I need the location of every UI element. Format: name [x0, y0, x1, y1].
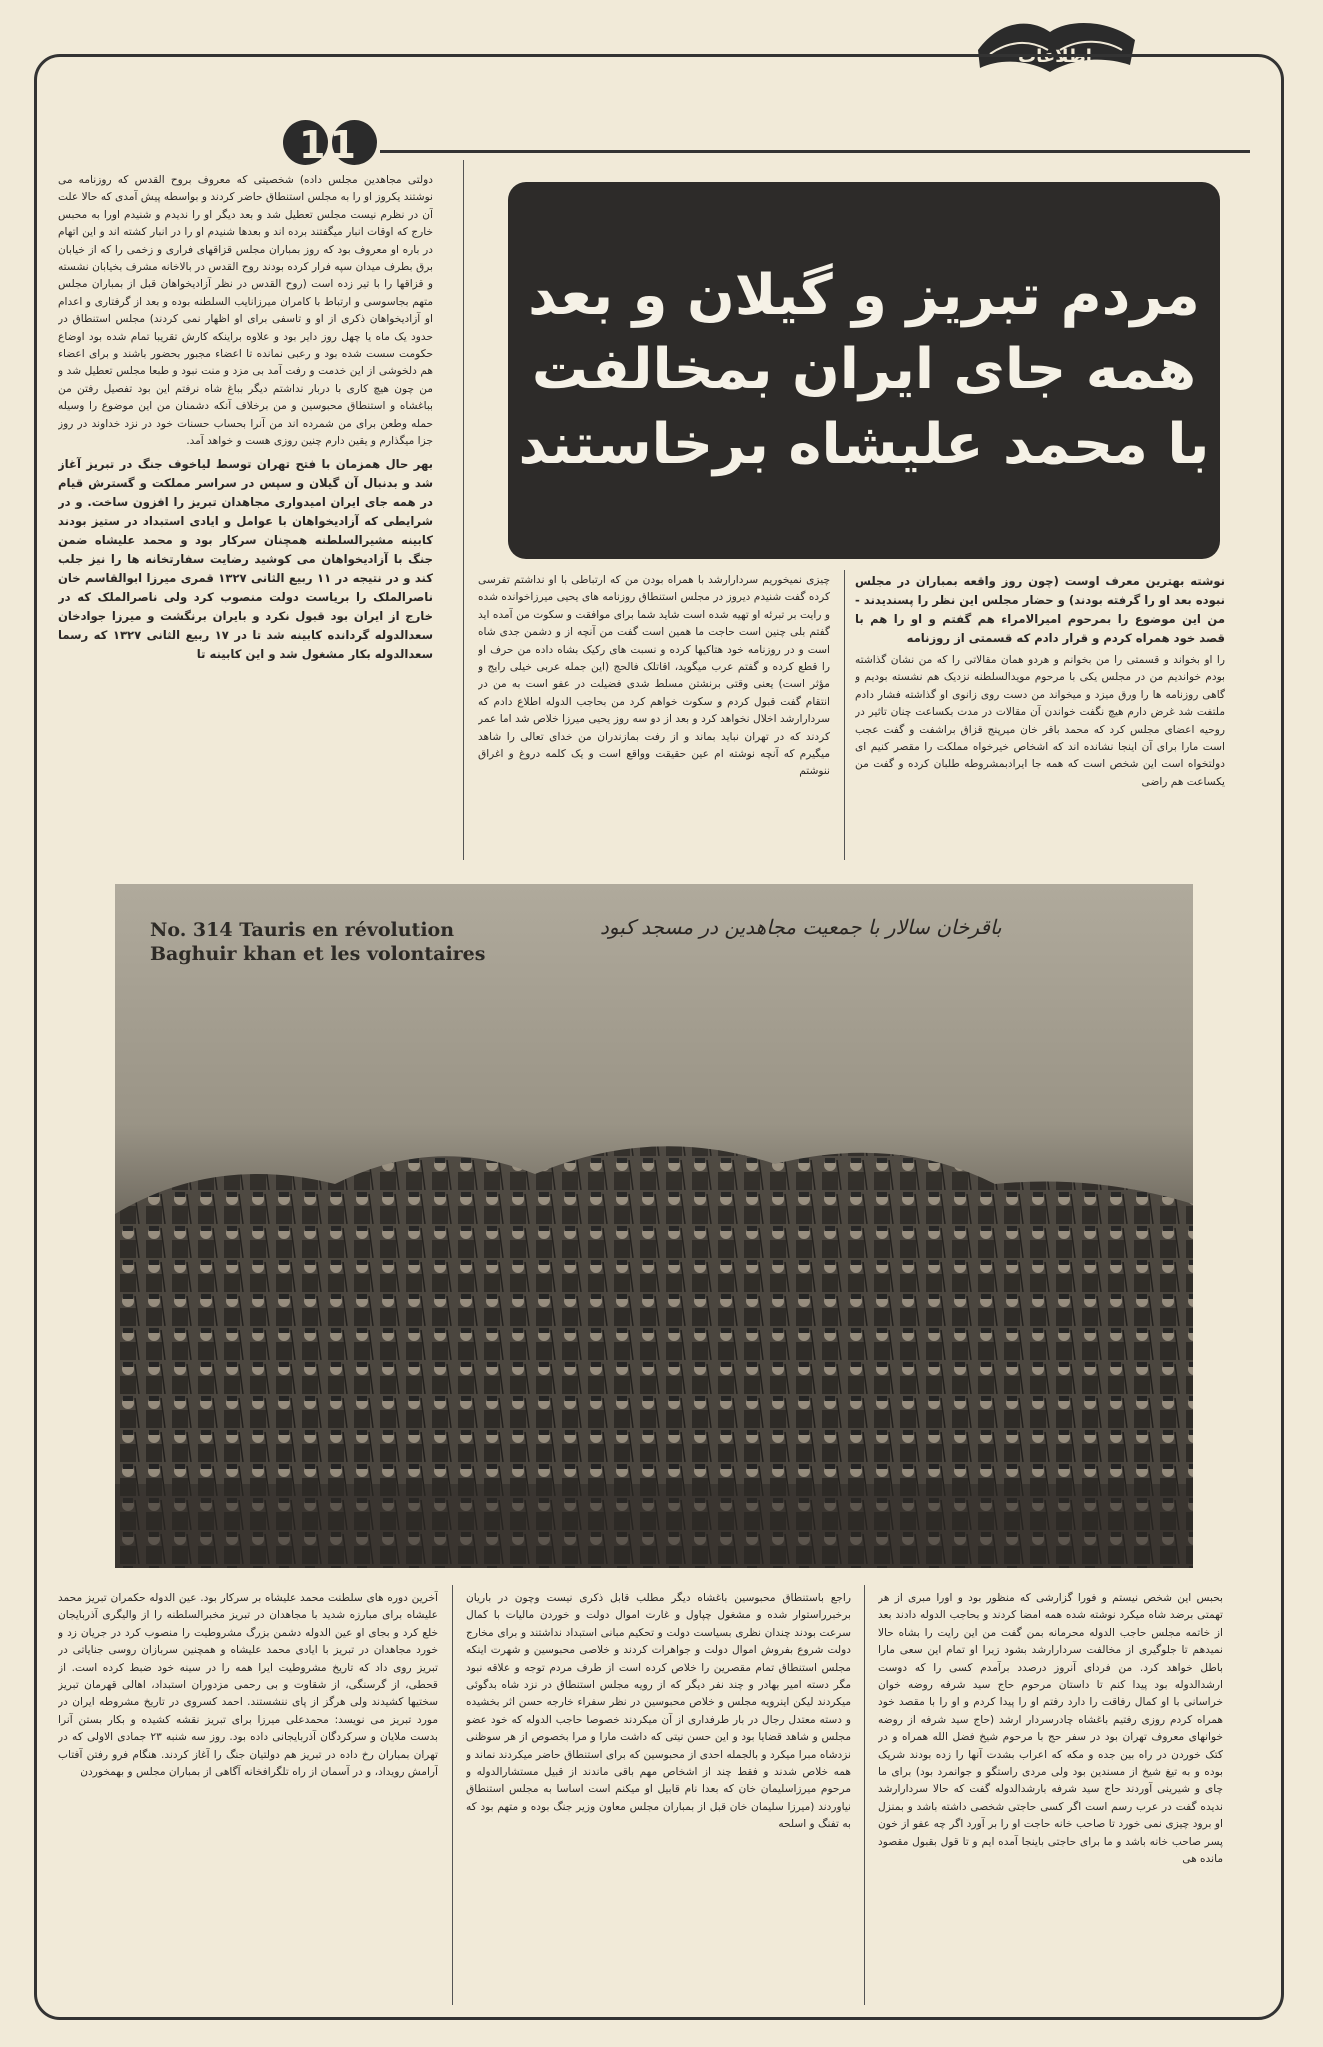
- headline-box: [508, 182, 1220, 559]
- page-number: [282, 120, 377, 170]
- column-divider: [463, 160, 464, 860]
- photo-caption: [150, 918, 485, 966]
- headline-line-3: با محمد علیشاه برخاستند: [518, 411, 1210, 477]
- column-divider: [844, 570, 845, 860]
- column-bottom-left-paragraph: آخرین دوره های سلطنت محمد علیشاه بر سرکار بود. عین الدوله حکمران تبریز محمد علیشاه برای مبارزه شدید با مجاهدان در تبریز مخبرالسلطنه را از والیگری آذربایجان خلع کرد و بجای او عین الدوله دشمن بزرگ مشروطیت را منصوب کرد در جریان زد و خورد مجاهدان در تبریز با ایادی محمد علیشاه و همچنین سربازان روسی جنایاتی در تبریز روی داد که تاریخ مشروطیت ایرا همه را در سینه خود ضبط کرده است. از قحطی، از گرسنگی، از شقاوت و بی رحمی مزدوران استبداد، اهالی قهرمان تبریز سختیها کشیدند ولی هرگز از پای ننشستند. احمد کسروی در تاریخ مشروطه ایران در مورد تبریز می نویسد: محمدعلی میرزا برای تبریز نقشه کشیده و بکار بستن آنرا بدست ملایان و سرکردگان آذربایجانی داده بود. روز سه شنبه ۲۳ جمادی الاولی که در تهران بمباران رخ داده در تبریز هم دولتیان جنگ را آغاز کردند. هنگام فرو رفتن آفتاب آرامش رویداد، و در آسمان از راه تلگرافخانه آگاهی از بمباران مجلس و بهمخوردن: [58, 1592, 438, 1779]
- column-bottom-middle: [466, 1590, 851, 2010]
- column-bottom-right-paragraph: بحبس این شخص نیستم و فورا گزارشی که منظور بود و اورا مبری از هر تهمتی برضد شاه میکرد نوشته شده همه امضا کردند و بحاجب الدوله دادند بعد از خاتمه مجلس حاجب الدوله محرمانه بمن گفت من این رایت را بشاه حالا نمیدهم تا جلوگیری از مخالفت سردارارشد بشود زیرا او تمام این سعی مارا باطل خواهد کرد. من فردای آنروز درصدد برآمدم کسی را که دوست ارشدالدوله بود پیدا کنم تا داستان مرحوم حاج سید شرفه روضه خوان خراسانی با او کمال رفاقت را دارد رفتم او را پیدا کردم و او را با مقصد خود همراه کردم روزی رفتیم باغشاه چادرسردار ارشد (حاج سید شرفه از روضه خوانهای معروف تهران بود در سفر حج با مرحوم شیخ فضل الله همراه و در کتک خوردن در راه بین جده و مکه که اعراب بشدت آنها را زده بودند شریک بوده و به تیغ شیخ از مسندین بود ولی مردی راستگو و جوانمرد بود) برای ما چای و شیرینی آوردند حاج سید شرفه بارشدالدوله گفت که حالا سردارارشد ندیده گفت در عرب رسم است اگر کسی حاجتی شخصی داشته باشد و بمنزل او برود چیزی نمی خورد تا صاحب خانه حاجت او را بر آورد اگر چه عفو از خون پسر صاحب خانه باشد و ما برای حاجتی باینجا آمده ایم و تا قول بقبول مقصود مانده هی: [878, 1592, 1223, 1866]
- column-middle-top: [478, 572, 830, 862]
- historical-photo: [115, 884, 1193, 1568]
- column-right-bold-paragraph: نوشته بهترین معرف اوست (چون روز واقعه بمباران در مجلس نبوده بعد او را گرفته بودند) و حضار مجلس این نظر را پسندیدند - من این موضوع را بمرحوم امیرالامراء هم گفتم و او را هم با قصد خود همراه کردم و قرار دادم که قسمتی از روزنامه: [855, 574, 1225, 645]
- headline-line-1: مردم تبریز و گیلان و بعد: [528, 262, 1200, 328]
- top-rule: [380, 150, 1250, 153]
- headline-line-2: همه جای ایران بمخالفت: [531, 337, 1197, 403]
- photo-caption-line-1: No. 314 Tauris en révolution: [150, 919, 455, 941]
- column-middle-paragraph: چیزی نمیخوریم سردارارشد با همراه بودن من که ارتباطی با او نداشتم تفرسی کرده گفت شنیدم دیروز در مجلس استنطاق روزنامه های یحیی میرزاخوانده شده و رایت بر تبرئه او تهیه شده است شاید شما برای موافقت و سکوت من آمده اید گفتم بلی چنین است حاجت ما همین است گفت من آنچه از و دشمن جدی شاه است و در روزنامه خود هتاکیها کرده و نسبت های رکیک بشاه داده من حرف او را قطع کرده و گفتم عرب میگوید، اقاتلک فالحج (این جمله عربی خیلی رایج و مؤثر است) یعنی وقتی برنشتن مسلط شدی فضیلت در عفو است به من در انتقام گفت قبول کردم و سکوت خواهم کرد من بحاجب الدوله اطلاع دادم که سردارارشد اخلال نخواهد کرد و بعد از دو سه روز یحیی میرزا خلاص شد اما عمر کردند که در تهران نباید بماند و از رفت بمازندران من خدای تعالی را شاهد میگیرم که آنچه نوشته ام عین حقیقت وواقع است و یک کلمه دروغ و اغراق ننوشتم: [478, 574, 830, 778]
- column-left-top: [58, 172, 433, 862]
- masthead-text: اطلاعات: [1018, 46, 1092, 67]
- column-left-bold-paragraph: بهر حال همزمان با فتح تهران توسط لیاخوف جنگ در تبریز آغاز شد و بدنبال آن گیلان و سپس در سراسر مملکت و گسترش قیام در همه جای ایران امیدواری مجاهدان تبریز را افزون ساخت. و در شرایطی که آزادیخواهان با عوامل و ایادی استبداد در ستیز بودند کابینه مشیرالسلطنه همچنان سرکار بود و محمد علیشاه ضمن جنگ با آزادیخواهان می کوشید رضایت سفارتخانه ها را نیز جلب کند و در نتیجه در ۱۱ ربیع الثانی ۱۳۲۷ قمری میرزا ابوالقاسم خان ناصرالملک را بریاست دولت منصوب کرد ولی ناصرالملک که در خارج از ایران بود قبول نکرد و بایران برنگشت و میرزا جوادخان سعدالدوله گردانده کابینه شد تا در ۱۷ ربیع الثانی ۱۳۲۷ که رسما سعدالدوله بکار مشغول شد و این کابینه تا: [58, 456, 433, 661]
- column-left-paragraph: دولتی مجاهدین مجلس داده) شخصیتی که معروف بروح القدس که روزنامه می نوشتند یکروز او را به مجلس استنطاق حاضر کردند و بواسطه پیش آمدی که حالا علت آن در نظرم نیست مجلس تعطیل شد و بعد دیگر او را ندیدم و شنیدم اورا به محبس خارج که اوقات انبار میگفتند برده اند و بعدها شنیدم او را در انبار کشته اند و این اتهام در باره او معروف بود که روز بمباران مجلس قزاقهای فراری و زخمی را که از خیابان برق بطرف میدان سپه فرار کرده بودند روح القدس در بالاخانه مشرف بخیابان نشسته و قزاقها را با تیر زده است (روح القدس در نظر آزادیخواهان قبل از بمباران مجلس متهم بجاسوسی و ارتباط با کامران میرزانایب السلطنه بوده و بعد از گرفتاری و اعدام او آزادیخواهان ذکری از او و تاسفی برای او اظهار نمی کردند) مجلس استنطاق در حدود یک ماه یا چهل روز دایر بود و علاوه براینکه کارش تقریبا تمام شده بود اوضاع حکومت سست شده بود و رعبی نمانده تا اعضاء مجبور بحضور باشند و برای اعضاء هم دلخوشی از این خدمت و رفت آمد بی مزد و منت نبود و طبعا مجلس تعطیل شد و من چون هیچ کاری با دربار نداشتم دیگر بباغ شاه نرفتم این بود تفصیل رفتن من بباغشاه و استنطاق محبوسین و من برخلاف آنکه دشمنان من این موضوع را وسیله حمله وطعن برای من شمرده اند من آنرا بحساب حسنات خود در نزد خداوند در روز جزا میگذارم و یقین دارم چنین روزی هست و خواهد آمد.: [58, 174, 433, 448]
- column-right-paragraph: را او بخواند و قسمتی را من بخوانم و هردو همان مقالاتی را که من نشان گذاشته بودم خواندیم من در مجلس یکی با مرحوم مویدالسلطنه نزدیک هم نشسته بودیم و گاهی روزنامه ها را ورق میزد و میخواند من دست روی زانوی او گذاشته فشار دادم ملتفت شد غرض دارم هیچ نگفت خواندن آن مقالات در مدت بکساعت چنان تاثیر در روحیه اعضای مجلس کرد که محمد باقر خان میرپنج قزاق براشفت و گفت عجب است مارا برای آن اینجا نشانده اند که اشخاص خیرخواه مملکت را مقصر کنیم ای دولتخواه است این شخص است که همه جا ایرادبمشروطه طلبان کرده و گفت من یکساعت هم راضی: [855, 654, 1225, 788]
- column-right-top: [855, 572, 1225, 862]
- column-divider: [864, 1585, 865, 2005]
- column-bottom-middle-paragraph: راجع باستنطاق محبوسین باغشاه دیگر مطلب قابل ذکری نیست وچون در باریان برخبرراستوار شده و مشغول چپاول و غارت اموال دولت و خوردن مالیات با کمال سرعت بودند چندان نظری بسیاست دولت و تحکیم مبانی استبداد نداشتند و برای مخارج دولت شروع بفروش اموال دولت و جواهرات کردند و خلاصی محبوسین و شهرت اینکه مجلس استنطاق تمام مقصرین را خلاص کرده است از طرف مردم توجه و علاقه نبود مگر دسته امیر بهادر و چند نفر دیگر که از رویه مجلس استنطاق در نزد شاه بدگوئی میکردند لیکن اینرویه مجلس و خلاص محبوسین در نظر سفراء خارجه حسن اثر بخشیده و دسته معتدل رجال در بار طرفداری از آن میکردند خصوصا حاجب الدوله که خود عضو مجلس و شاهد قضایا بود و این حسن نیتی که داشت مارا و مرا بخصوص از هر سوظنی نزدشاه مبرا میکرد و بالجمله احدی از محبوسین که برای استنطاق حاضر میکردند نماند و همه خلاص شدند و فقط چند از اشخاص مهم باقی ماندند از قبیل مستشارالدوله و مرحوم میرزاسلیمان خان که بعدا نام قابیل او میکنم است اساسا به مجلس استنطاق نیاوردند (میرزا سلیمان خان قبل از بمباران مجلس معاون وزیر جنگ بوده و متهم بود که به تفنگ و اسلحه: [466, 1592, 851, 1831]
- column-bottom-right: [878, 1590, 1223, 2010]
- column-bottom-left: [58, 1590, 438, 2010]
- photo-handwritten-note: باقرخان سالار با جمعیت مجاهدین در مسجد کبود: [600, 915, 1002, 939]
- column-divider: [452, 1585, 453, 2005]
- photo-caption-line-2: Baghuir khan et les volontaires: [150, 943, 486, 965]
- page-number-text: 11: [299, 123, 360, 167]
